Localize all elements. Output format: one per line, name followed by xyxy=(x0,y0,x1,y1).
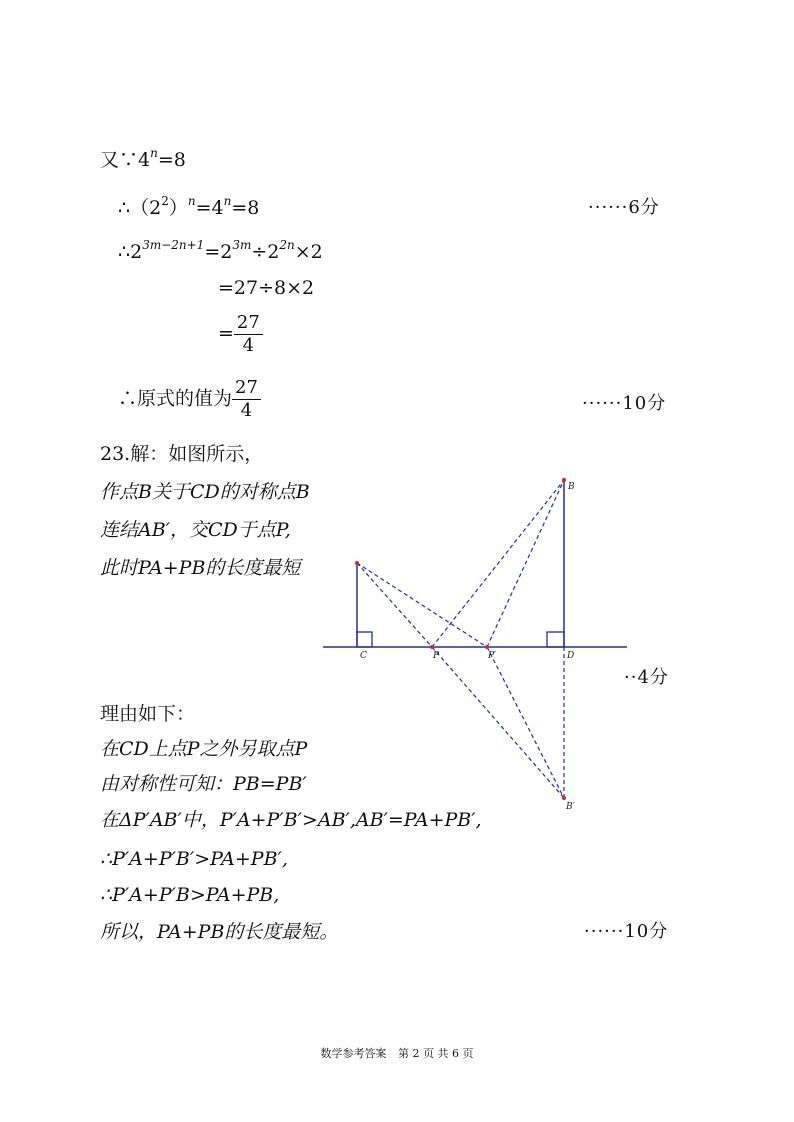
exp: n xyxy=(223,194,232,208)
page-footer xyxy=(0,1045,794,1061)
point-a xyxy=(355,561,359,565)
segment-pb xyxy=(432,480,564,647)
exp: 3m−2n+1 xyxy=(142,238,205,252)
footer-title: 数学参考答案 xyxy=(320,1047,387,1060)
label-c: C xyxy=(360,651,367,661)
expr: =8 xyxy=(231,197,260,219)
score-6: ······6分 xyxy=(588,197,660,218)
expr: 又∵4 xyxy=(100,149,151,171)
score-10: ······10分 xyxy=(582,393,667,414)
point-p xyxy=(430,645,434,649)
line-4: =27÷8×2 xyxy=(218,277,315,299)
numerator: 27 xyxy=(234,312,263,335)
label-p2: P′ xyxy=(488,651,497,661)
line-16: ∴P′A+P′B>PA+PB, xyxy=(100,884,280,906)
expr: ÷2 xyxy=(251,241,280,263)
line-15: ∴P′A+P′B′>PA+PB′, xyxy=(100,848,288,870)
point-p2 xyxy=(485,645,489,649)
label-p: P xyxy=(433,651,440,661)
score-10-final: ······10分 xyxy=(584,921,669,942)
denominator: 4 xyxy=(240,400,253,421)
line-13: 由对称性可知：PB=PB′ xyxy=(100,773,307,795)
segment-ap xyxy=(357,563,432,647)
exp: n xyxy=(150,146,158,160)
denominator: 4 xyxy=(242,335,255,356)
label-b2: B′ xyxy=(566,802,575,812)
right-angle-c xyxy=(357,632,372,647)
label-d: D xyxy=(567,651,575,661)
exp: 3m xyxy=(232,238,252,252)
expr: ） xyxy=(168,197,188,219)
line-14: 在ΔP′AB′中，P′A+P′B′>AB′,AB′=PA+PB′, xyxy=(100,809,482,831)
expr: ∴原式的值为 xyxy=(118,387,233,410)
expr: =2 xyxy=(204,241,233,263)
equals: = xyxy=(218,322,234,345)
segment-pb2 xyxy=(432,647,564,798)
expr: =4 xyxy=(195,197,224,219)
numerator: 27 xyxy=(232,377,261,400)
line-11: 理由如下： xyxy=(100,703,196,725)
point-b xyxy=(562,478,566,482)
expr: ×2 xyxy=(294,241,323,263)
line-12: 在CD上点P之外另取点P xyxy=(100,738,308,760)
score-4: ··4分 xyxy=(624,667,669,688)
segment-ap2 xyxy=(357,563,487,647)
point-b2 xyxy=(562,796,566,800)
line-9: 连结AB′，交CD于点P, xyxy=(100,519,291,541)
label-b: B xyxy=(568,482,575,492)
exp: 2n xyxy=(279,238,295,252)
footer-page: 第 2 页 共 6 页 xyxy=(398,1047,474,1060)
expr: =8 xyxy=(157,149,186,171)
line-10: 此时PA+PB的长度最短 xyxy=(100,557,301,579)
exp: n xyxy=(187,194,196,208)
exp: 2 xyxy=(161,194,169,208)
right-angle-d xyxy=(547,632,564,647)
line-8: 作点B关于CD的对称点B xyxy=(100,481,310,503)
line-17: 所以，PA+PB的长度最短。 xyxy=(100,921,339,943)
expr: ∴（2 xyxy=(118,197,162,219)
expr: ∴2 xyxy=(118,241,143,263)
line-7: 23.解：如图所示， xyxy=(100,443,264,465)
